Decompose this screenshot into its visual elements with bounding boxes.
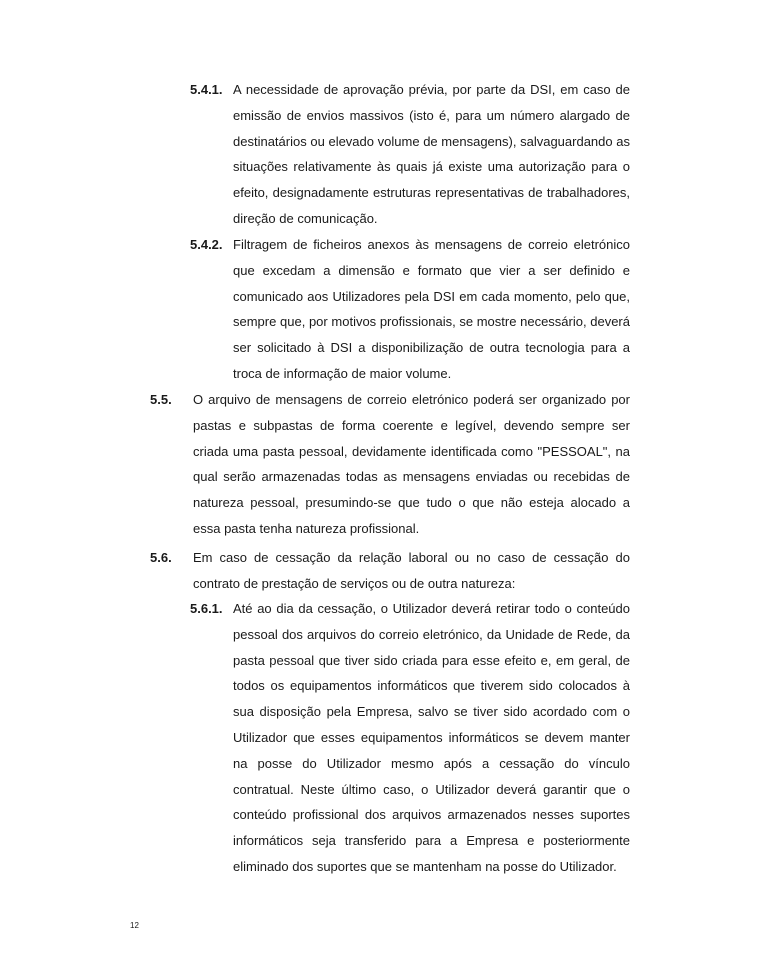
- section-text: O arquivo de mensagens de correio eletrónico poderá ser organizado por pastas e subpastas de forma coerente e legível, devendo sempre ser criada uma pasta pessoal, devidamente identificada como "PESSOAL", na qual serão armazenadas todas as mensagens enviadas ou recebidas de natureza pessoal, presumindo-se que tudo o que não esteja alocado a essa pasta tenha natureza profissional.: [193, 392, 630, 536]
- section-text: Filtragem de ficheiros anexos às mensagens de correio eletrónico que excedam a dimensão e formato que vier a ser definido e comunicado aos Utilizadores pela DSI em cada momento, pelo que, sempre que, por motivos profissionais, se mostre necessário, deverá ser solicitado à DSI a disponibilização de outra tecnologia para a troca de informação de maior volume.: [233, 237, 630, 381]
- section-text: Até ao dia da cessação, o Utilizador deverá retirar todo o conteúdo pessoal dos arquivos do correio eletrónico, da Unidade de Rede, da pasta pessoal que tiver sido criada para esse efeito e, em geral, de todos os equipamentos informáticos que tiverem sido colocados à sua disposição pela Empresa, salvo se tiver sido acordado com o Utilizador que esses equipamentos informáticos se devem manter na posse do Utilizador mesmo após a cessação do vínculo contratual. Neste último caso, o Utilizador deverá garantir que o conteúdo profissional dos arquivos armazenados nesses suportes informáticos seja transferido para a Empresa e posteriormente eliminado dos suportes que se mantenham na posse do Utilizador.: [233, 601, 630, 874]
- page-number: 12: [130, 921, 139, 930]
- section-number: 5.6.: [150, 550, 172, 565]
- section-text: A necessidade de aprovação prévia, por parte da DSI, em caso de emissão de envios massivos (isto é, para um número alargado de destinatários ou elevado volume de mensagens), salvaguardando as situações relativamente às quais já existe uma autorização para o efeito, designadamente estruturas representativas de trabalhadores, direção de comunicação.: [233, 82, 630, 226]
- section-text: Em caso de cessação da relação laboral ou no caso de cessação do contrato de prestação de serviços ou de outra natureza:: [193, 550, 630, 591]
- section-number: 5.6.1.: [190, 601, 223, 616]
- section-number: 5.4.2.: [190, 237, 223, 252]
- section-number: 5.4.1.: [190, 82, 223, 97]
- section-number: 5.5.: [150, 392, 172, 407]
